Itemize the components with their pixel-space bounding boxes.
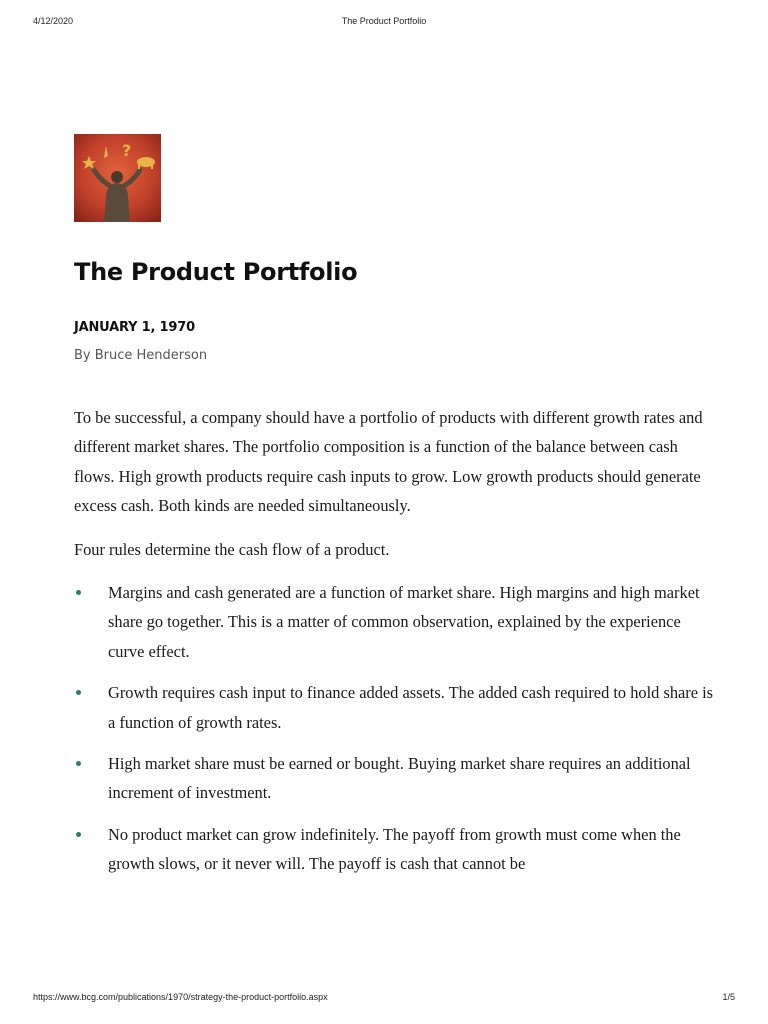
print-title: The Product Portfolio bbox=[341, 16, 427, 26]
list-item bbox=[74, 820, 714, 879]
list-item bbox=[74, 749, 714, 808]
article-thumbnail-image bbox=[74, 134, 161, 222]
list-item-text: Growth requires cash input to finance added assets. The added cash required to hold share is a function of growth rates. bbox=[108, 683, 714, 732]
rules-list bbox=[74, 578, 714, 879]
list-item bbox=[74, 678, 714, 737]
juggler-illustration-icon bbox=[74, 134, 161, 222]
bullet-icon bbox=[76, 761, 81, 766]
body-paragraph: To be successful, a company should have a portfolio of products with different growth rates and different market shares. The portfolio composition is a function of the balance between cash flows. High growth products require cash inputs to grow. Low growth products should generate excess cash. Both kinds are needed simultaneously. bbox=[74, 408, 703, 516]
article-title: The Product Portfolio bbox=[74, 258, 358, 286]
page-number: 1/5 bbox=[722, 992, 735, 1002]
print-footer bbox=[0, 992, 768, 1006]
list-item-text: High market share must be earned or bought. Buying market share requires an additional increment of investment. bbox=[108, 754, 691, 803]
bullet-icon bbox=[76, 832, 81, 837]
list-item bbox=[74, 578, 714, 666]
article-body bbox=[74, 403, 714, 891]
list-item-text: No product market can grow indefinitely. The payoff from growth must come when the growth slows, or it never will. The payoff is cash that cannot be bbox=[108, 824, 681, 874]
print-url: https://www.bcg.com/publications/1970/strategy-the-product-portfolio.aspx bbox=[33, 992, 328, 1002]
body-paragraph: Four rules determine the cash flow of a product. bbox=[74, 539, 390, 559]
article-byline: By Bruce Henderson bbox=[74, 348, 208, 363]
bullet-icon bbox=[76, 690, 81, 695]
article-date: JANUARY 1, 1970 bbox=[74, 320, 195, 335]
print-header bbox=[0, 16, 768, 30]
svg-text:?: ? bbox=[122, 141, 132, 160]
list-item-text: Margins and cash generated are a function of market share. High margins and high market share go together. This is a matter of common observation, explained by the experience curve effect. bbox=[108, 583, 700, 661]
print-date: 4/12/2020 bbox=[33, 16, 74, 26]
bullet-icon bbox=[76, 590, 81, 595]
